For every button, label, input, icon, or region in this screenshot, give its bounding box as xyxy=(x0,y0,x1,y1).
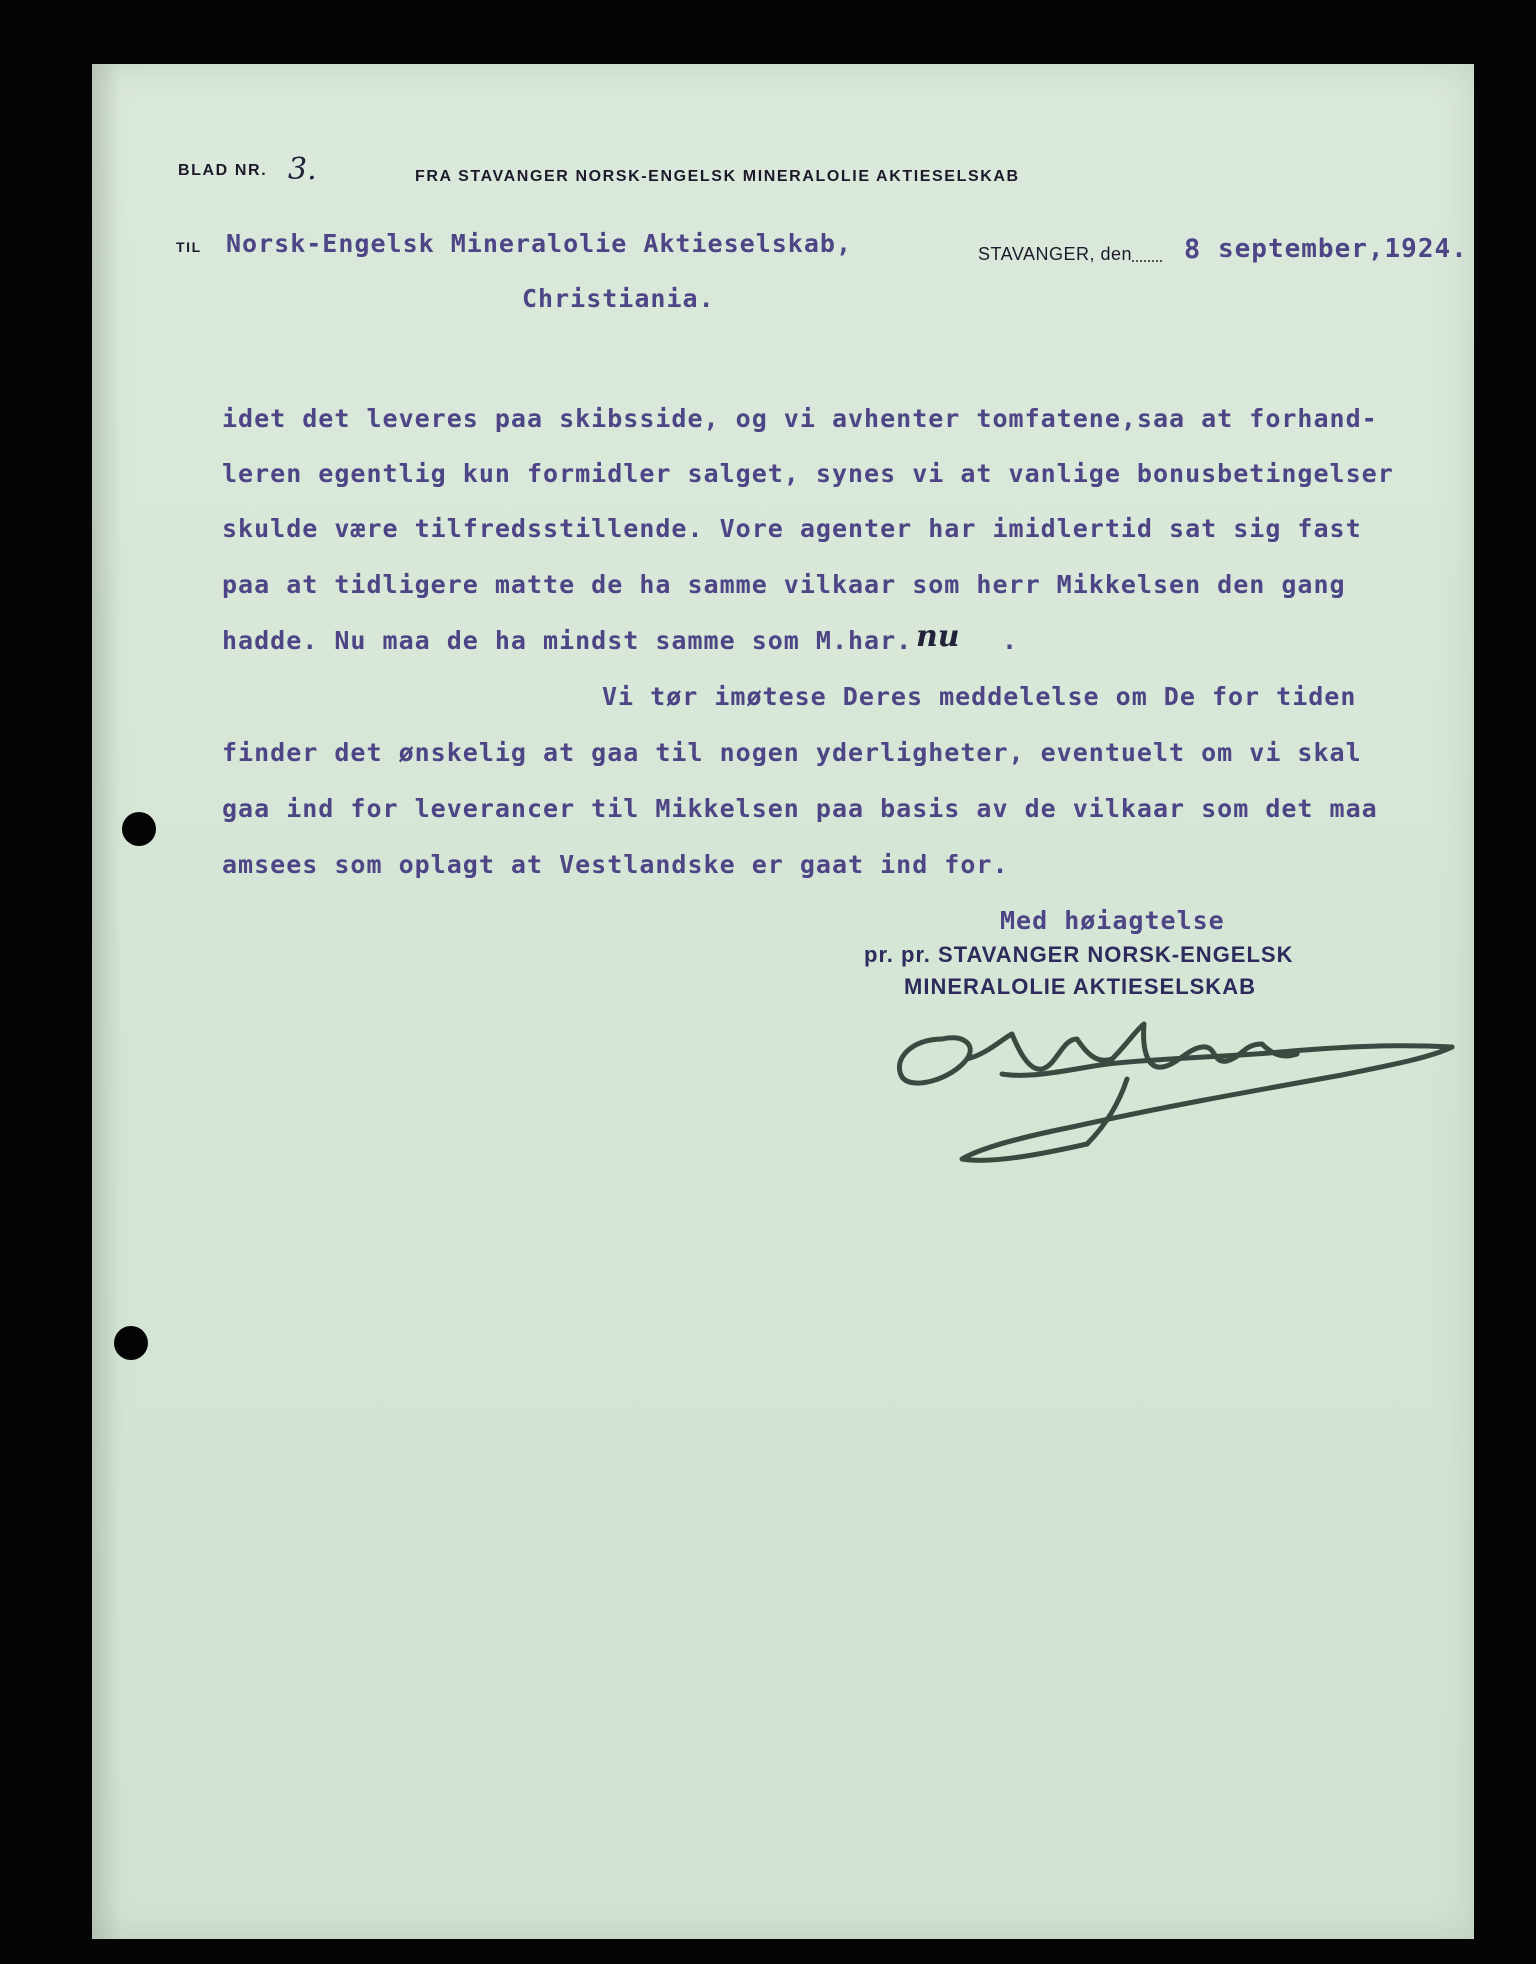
body-line-4: paa at tidligere matte de ha samme vilkaar som herr Mikkelsen den gang xyxy=(222,570,1346,599)
body-line-1: idet det leveres paa skibsside, og vi avhenter tomfatene,saa at forhand- xyxy=(222,404,1378,433)
body-line-5: hadde. Nu maa de ha mindst samme som M.har. xyxy=(222,626,913,655)
date-rest: september,1924. xyxy=(1218,234,1468,264)
handwritten-insert: nu xyxy=(916,619,960,654)
date-dotted-line xyxy=(1132,260,1162,262)
recipient-city: Christiania. xyxy=(522,284,715,313)
date-day: 8 xyxy=(1184,234,1202,265)
body-line-6: Vi tør imøtese Deres meddelelse om De for tiden xyxy=(602,682,1357,711)
letter-sheet xyxy=(92,64,1474,1939)
body-line-2: leren egentlig kun formidler salget, synes vi at vanlige bonusbetingelser xyxy=(222,459,1394,488)
recipient-name: Norsk-Engelsk Mineralolie Aktieselskab, xyxy=(226,229,852,258)
insert-period: . xyxy=(1002,626,1019,655)
blad-number: 3. xyxy=(288,152,317,187)
stamp-line-1: pr. pr. STAVANGER NORSK-ENGELSK xyxy=(864,942,1294,967)
company-line: FRA STAVANGER NORSK-ENGELSK MINERALOLIE AKTIESELSKAB xyxy=(415,168,1020,185)
punch-hole-bottom xyxy=(114,1326,148,1360)
blad-label: BLAD NR. xyxy=(178,162,268,179)
signature xyxy=(872,999,1472,1219)
body-line-3: skulde være tilfredsstillende. Vore agenter har imidlertid sat sig fast xyxy=(222,514,1362,543)
body-line-7: finder det ønskelig at gaa til nogen yderligheter, eventuelt om vi skal xyxy=(222,738,1362,767)
closing-greeting: Med høiagtelse xyxy=(1000,906,1225,935)
place-label: STAVANGER, den xyxy=(978,244,1133,264)
body-line-8: gaa ind for leverancer til Mikkelsen paa basis av de vilkaar som det maa xyxy=(222,794,1378,823)
til-label: TIL xyxy=(176,239,202,255)
stamp-line-2: MINERALOLIE AKTIESELSKAB xyxy=(904,974,1256,999)
body-line-9: amsees som oplagt at Vestlandske er gaat ind for. xyxy=(222,850,1009,879)
punch-hole-top xyxy=(122,812,156,846)
